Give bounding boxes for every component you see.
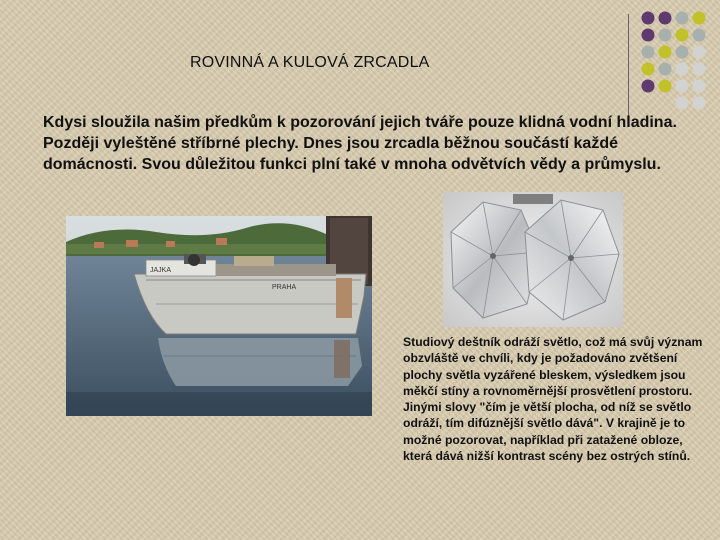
slide-title: ROVINNÁ A KULOVÁ ZRCADLA	[190, 54, 430, 71]
decorative-dot	[676, 63, 689, 76]
decorative-dot-grid	[641, 10, 720, 120]
decorative-dot	[642, 80, 655, 93]
decorative-dot	[659, 29, 672, 42]
decorative-dot	[659, 63, 672, 76]
decorative-dot	[693, 97, 706, 110]
decorative-dot	[642, 12, 655, 25]
decorative-dot	[693, 80, 706, 93]
decorative-dot	[642, 63, 655, 76]
decorative-dot	[642, 46, 655, 59]
decorative-dot	[676, 80, 689, 93]
decorative-dot	[659, 12, 672, 25]
umbrella-caption: Studiový deštník odráží světlo, což má svůj význam obzvláště ve chvíli, kdy je požadováno zvětšení plochy světla vyzářené bleskem, výsledkem jsou měkčí stíny a rovnoměrnější prosvětlení prostoru. Jinými slovy "čím je větší plocha, od níž se světlo odráží, tím difúznější světlo dává". V krajině je to možné pozorovat, například při zatažené obloze, která dává nižší kontrast scény bez ostrých stínů.	[403, 335, 703, 464]
boat-photo	[66, 216, 372, 416]
decorative-dot	[693, 12, 706, 25]
decorative-dot	[659, 80, 672, 93]
boat-hull-text: PRAHA	[272, 284, 297, 291]
decorative-dot	[693, 63, 706, 76]
decorative-divider	[628, 14, 629, 120]
decorative-dot	[676, 12, 689, 25]
decorative-dot	[676, 29, 689, 42]
intro-paragraph: Kdysi sloužila našim předkům k pozorování jejich tváře pouze klidná vodní hladina. Později vyleštěné stříbrné plechy. Dnes jsou zrcadla běžnou součástí každé domácnosti. Svou důležitou funkci plní také v mnoha odvětvích vědy a průmyslu.	[43, 114, 677, 173]
decorative-dot	[676, 46, 689, 59]
decorative-dot	[676, 97, 689, 110]
decorative-dot	[693, 46, 706, 59]
decorative-dot	[642, 29, 655, 42]
decorative-dot	[693, 29, 706, 42]
umbrella-photo	[443, 192, 623, 327]
boat-bow-text: JAJKA	[150, 267, 172, 274]
decorative-dot	[659, 46, 672, 59]
